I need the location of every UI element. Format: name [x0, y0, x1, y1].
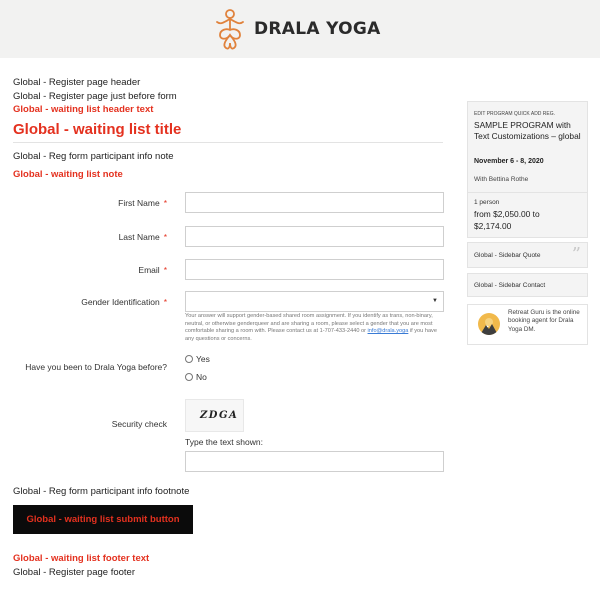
security-check-label: Security check	[111, 419, 167, 429]
retreat-guru-logo-icon	[478, 313, 500, 335]
captcha-instruction: Type the text shown:	[185, 437, 263, 447]
email-field[interactable]	[185, 259, 444, 280]
sidebar-quote: Global - Sidebar Quote	[474, 252, 541, 259]
radio-button[interactable]	[185, 373, 193, 381]
retreat-guru-box[interactable]	[467, 304, 588, 345]
gender-label: Gender Identification *	[81, 297, 167, 307]
site-header	[0, 0, 600, 58]
register-page-footer: Global - Register page footer	[13, 567, 135, 578]
radio-option-yes[interactable]	[185, 354, 210, 364]
gender-select[interactable]	[185, 291, 444, 312]
meditating-figure-logo-icon	[214, 8, 246, 50]
required-marker: *	[163, 232, 167, 242]
radio-label: No	[196, 372, 207, 382]
been-before-label: Have you been to Drala Yoga before?	[25, 362, 167, 372]
email-label: Email *	[138, 265, 167, 275]
radio-option-no[interactable]	[185, 372, 207, 382]
program-dates: November 6 - 8, 2020	[474, 158, 544, 165]
first-name-label: First Name *	[118, 198, 167, 208]
register-page-header: Global - Register page header	[13, 77, 141, 88]
contact-email-link[interactable]: info@drala.yoga	[367, 328, 409, 335]
radio-label: Yes	[196, 354, 210, 364]
person-count: 1 person	[474, 199, 500, 206]
price-range: from $2,050.00 to $2,174.00	[474, 209, 540, 231]
register-page-before-form: Global - Register page just before form	[13, 91, 177, 102]
first-name-field[interactable]	[185, 192, 444, 213]
page-title: Global - waiting list title	[13, 121, 182, 138]
waiting-list-header-text: Global - waiting list header text	[13, 104, 154, 115]
sidebar-quote-box	[467, 242, 588, 268]
waiting-list-footer-text: Global - waiting list footer text	[13, 553, 150, 564]
sidebar-contact-box	[467, 273, 588, 297]
site-logo-text: DRALA YOGA	[254, 19, 381, 39]
chevron-down-icon: ▼	[432, 298, 438, 304]
retreat-guru-text: Retreat Guru is the online booking agent for Drala Yoga DM.	[508, 309, 580, 333]
captcha-input[interactable]	[185, 451, 444, 472]
gender-help-text: Your answer will support gender-based shared room assignment. If you identify as trans, non-binary, neutral, or otherwise genderqueer and are sharing a room, please select a gender that you are most comfortable sharing a room with. Please contact us at 1-707-433-2440 or info@drala.yoga if you have any questions or concerns.	[185, 313, 437, 342]
last-name-field[interactable]	[185, 226, 444, 247]
captcha-text: ZDGA	[200, 410, 239, 421]
sidebar-contact: Global - Sidebar Contact	[474, 282, 546, 289]
program-summary-card	[467, 101, 588, 238]
quote-icon: ”	[571, 244, 581, 265]
title-divider	[13, 142, 443, 143]
required-marker: *	[163, 265, 167, 275]
card-divider	[468, 192, 587, 193]
participant-info-note: Global - Reg form participant info note	[13, 151, 174, 162]
site-logo[interactable]	[214, 8, 381, 50]
submit-button[interactable]: Global - waiting list submit button	[13, 505, 193, 534]
required-marker: *	[163, 297, 167, 307]
participant-info-footnote: Global - Reg form participant info footnote	[13, 486, 190, 497]
waiting-list-note: Global - waiting list note	[13, 169, 123, 180]
program-title: SAMPLE PROGRAM with Text Customizations – global	[474, 120, 581, 141]
radio-button[interactable]	[185, 355, 193, 363]
last-name-label: Last Name *	[118, 232, 167, 242]
captcha-image	[185, 399, 244, 432]
admin-links[interactable]: EDIT PROGRAM QUICK ADD REG.	[474, 111, 556, 117]
program-teacher: With Bettina Rothe	[474, 176, 529, 183]
required-marker: *	[163, 198, 167, 208]
